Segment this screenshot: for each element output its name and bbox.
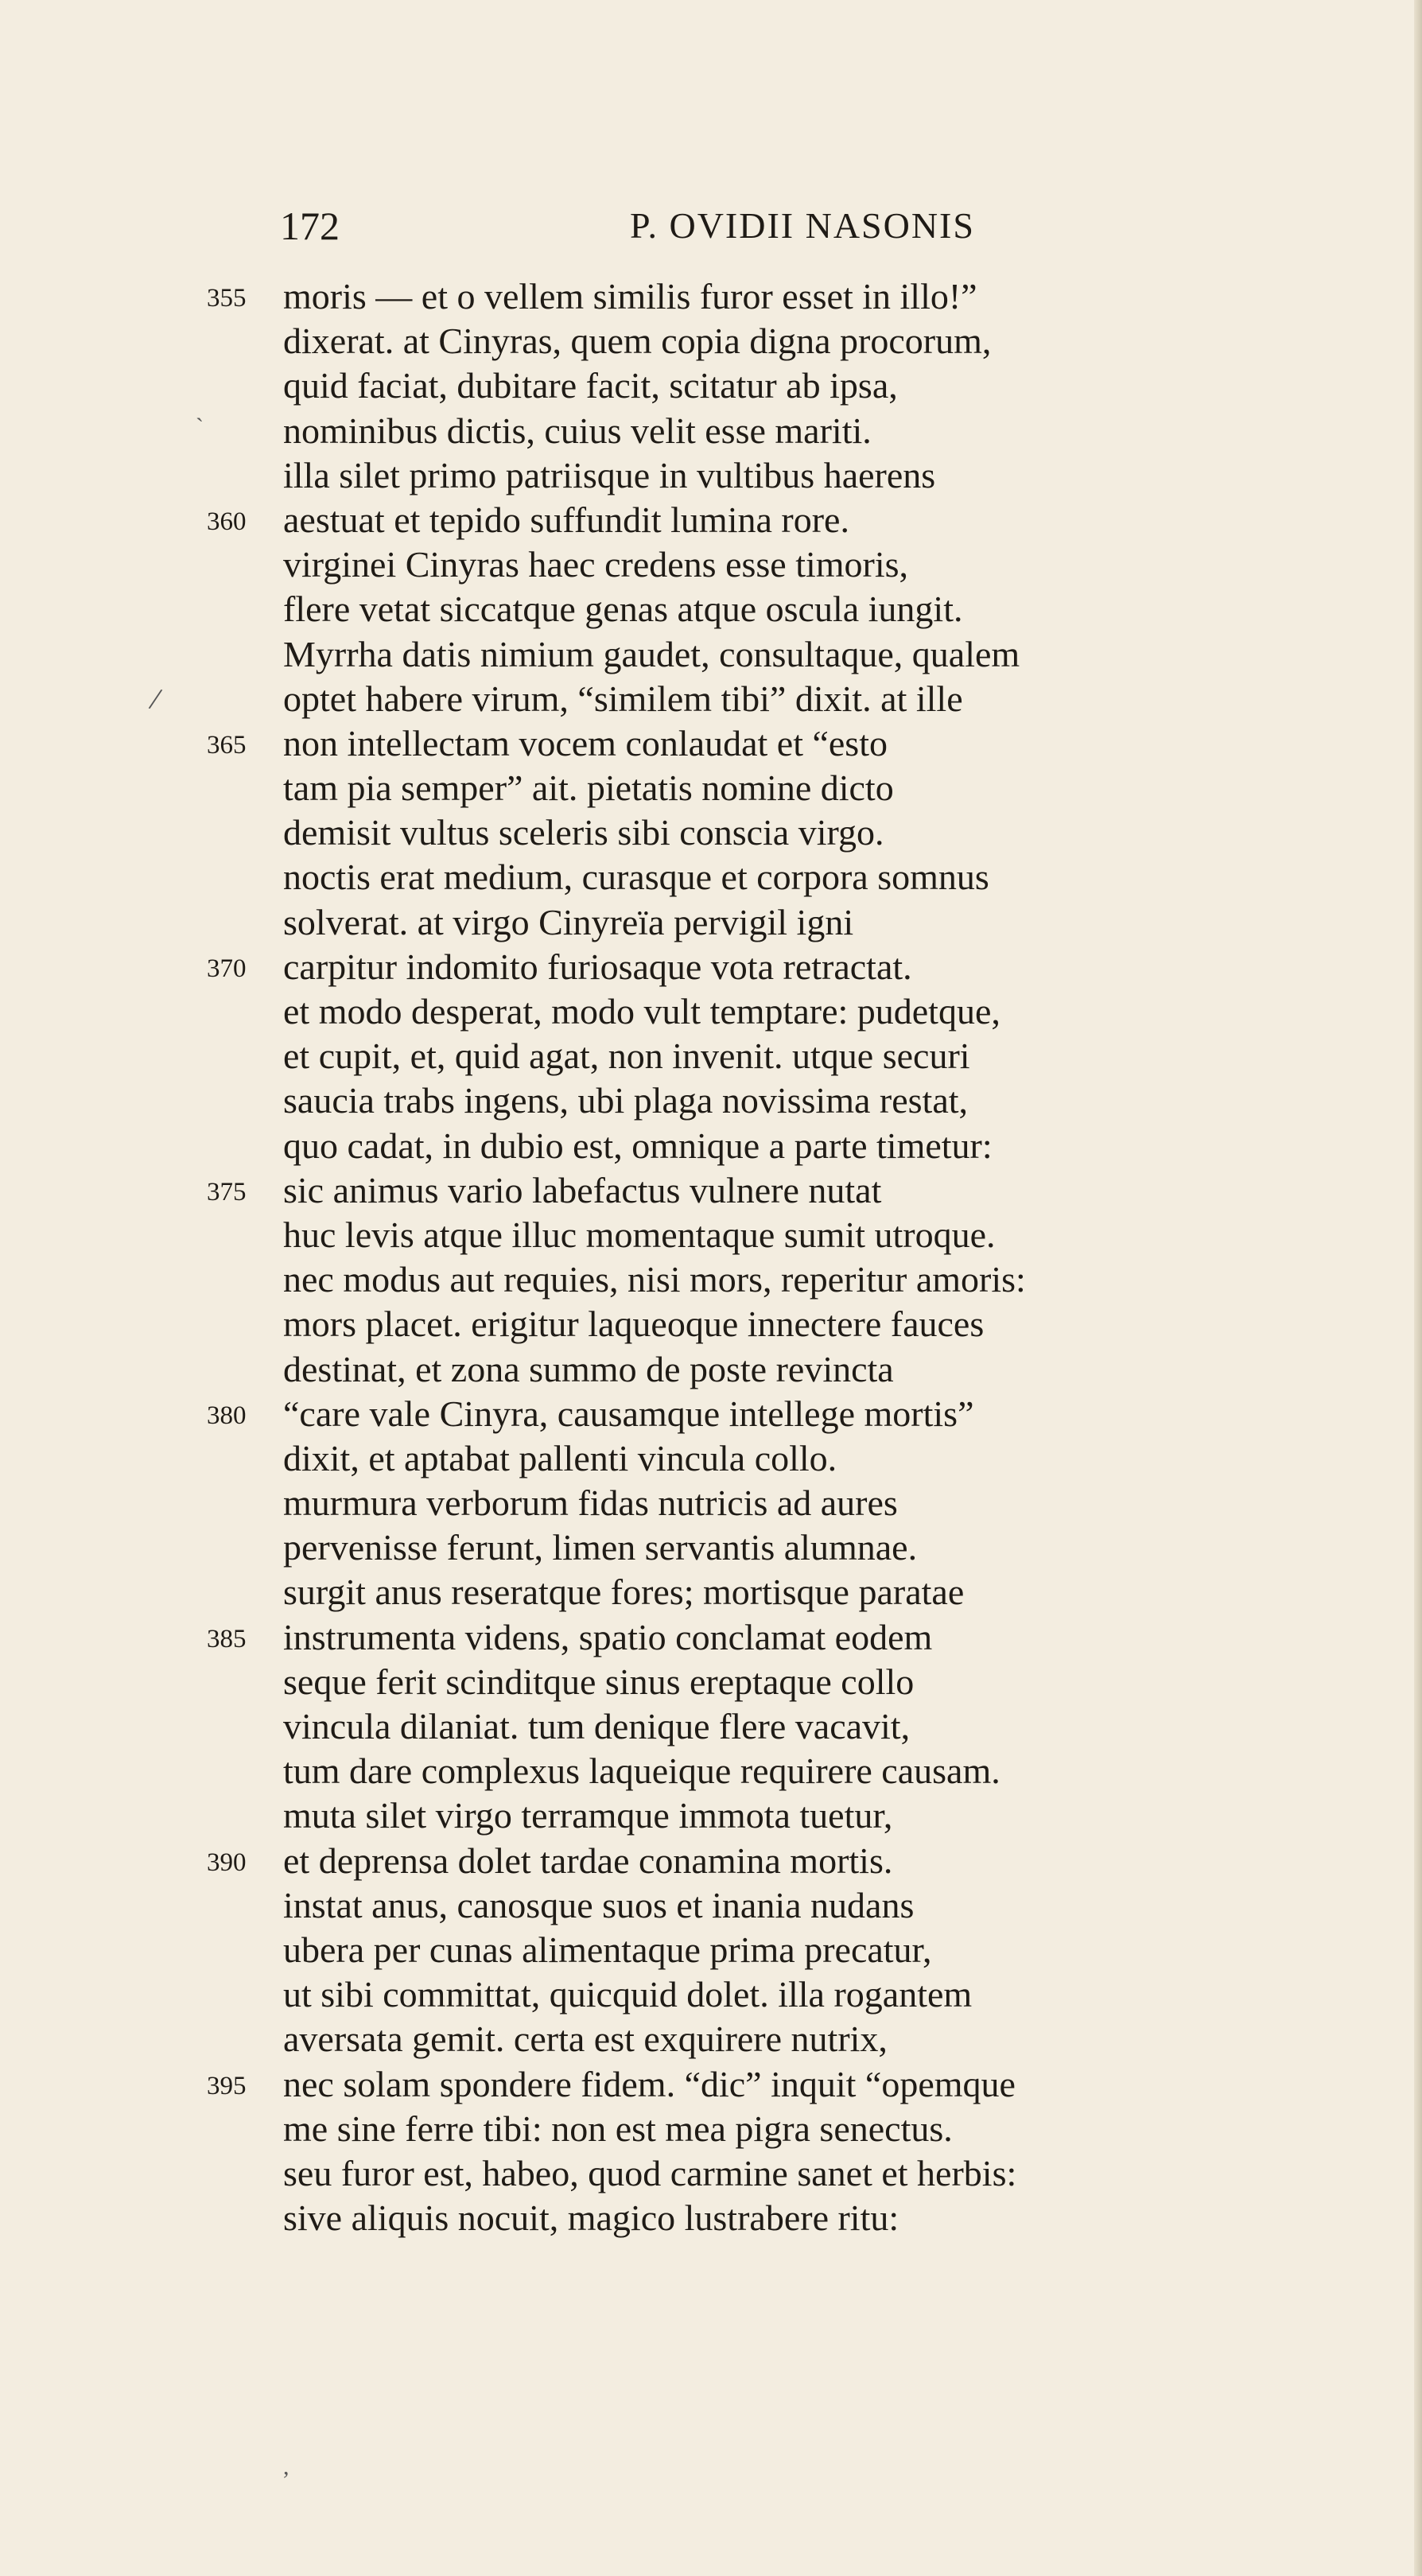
verse-line (0, 766, 1422, 810)
verse-text: mors placet. erigitur laqueoque innectere fauces (283, 1304, 985, 1345)
verse-text: destinat, et zona summo de poste revincta (283, 1348, 894, 1389)
verse-line (0, 989, 1422, 1034)
verse-line (0, 1615, 1422, 1660)
verse-line (0, 1839, 1422, 1883)
verse-text: instat anus, canosque suos et inania nudans (283, 1884, 915, 1925)
verse-line (0, 2151, 1422, 2196)
verse-text: moris — et o vellem similis furor esset in illo!” (283, 276, 977, 317)
verse-line (0, 632, 1422, 677)
verse-text: carpitur indomito furiosaque vota retractat. (283, 946, 912, 987)
verse-line (0, 900, 1422, 945)
verse-text: solverat. at virgo Cinyreïa pervigil igni (283, 901, 854, 942)
verse-line (0, 855, 1422, 899)
verse-text: flere vetat siccatque genas atque oscula iungit. (283, 589, 963, 630)
verse-text: tam pia semper” ait. pietatis nomine dicto (283, 767, 894, 809)
margin-mark: / (146, 680, 165, 717)
verse-line (0, 2196, 1422, 2240)
verse-text: nec solam spondere fidem. “dic” inquit “opemque (283, 2063, 1016, 2104)
page-number: 172 (280, 204, 340, 248)
verse-text: seu furor est, habeo, quod carmine sanet et herbis: (283, 2152, 1017, 2193)
verse-line (0, 810, 1422, 855)
page-header (280, 202, 1288, 250)
verse-text: quid faciat, dubitare facit, scitatur ab ipsa, (283, 365, 898, 406)
verse-text: dixerat. at Cinyras, quem copia digna procorum, (283, 321, 992, 362)
verse-text: noctis erat medium, curasque et corpora somnus (283, 857, 989, 898)
verse-line (0, 1972, 1422, 2017)
line-number: 395 (207, 2071, 247, 2100)
line-number: 385 (207, 1624, 247, 1653)
verse-text: aversata gemit. certa est exquirere nutrix, (283, 2018, 888, 2060)
verse-line (0, 1168, 1422, 1213)
verse-text: sic animus vario labefactus vulnere nutat (283, 1169, 882, 1210)
line-number: 390 (207, 1847, 247, 1877)
verse-line (0, 274, 1422, 319)
verse-line (0, 1704, 1422, 1749)
verse-line (0, 2017, 1422, 2061)
verse-text: et deprensa dolet tardae conamina mortis. (283, 1840, 893, 1881)
verse-line (0, 1034, 1422, 1078)
verse-line (0, 1078, 1422, 1123)
verse-text: seque ferit scinditque sinus ereptaque collo (283, 1661, 915, 1702)
verse-text: illa silet primo patriisque in vultibus haerens (283, 454, 936, 495)
verse-line (0, 1749, 1422, 1793)
verse-text: vincula dilaniat. tum denique flere vacavit, (283, 1706, 911, 1746)
verse-text: instrumenta videns, spatio conclamat eodem (283, 1616, 933, 1657)
verse-line (0, 498, 1422, 542)
poem-text-block (0, 274, 1422, 2240)
verse-line (0, 1302, 1422, 1346)
verse-line (0, 945, 1422, 989)
verse-text: saucia trabs ingens, ubi plaga novissima restat, (283, 1080, 969, 1121)
verse-text: et modo desperat, modo vult temptare: pudetque, (283, 991, 1000, 1032)
verse-line (0, 453, 1422, 498)
verse-text: non intellectam vocem conlaudat et “esto (283, 722, 888, 763)
verse-text: huc levis atque illuc momentaque sumit utroque. (283, 1214, 996, 1255)
line-number: 375 (207, 1177, 247, 1206)
verse-line (0, 1124, 1422, 1168)
verse-line (0, 1570, 1422, 1614)
verse-line (0, 1213, 1422, 1257)
margin-mark: ` (196, 414, 204, 440)
verse-line (0, 1883, 1422, 1928)
verse-text: aestuat et tepido suffundit lumina rore. (283, 499, 849, 540)
verse-text: muta silet virgo terramque immota tuetur, (283, 1795, 893, 1836)
verse-text: ubera per cunas alimentaque prima precatur, (283, 1929, 932, 1970)
verse-line (0, 1392, 1422, 1436)
verse-text: sive aliquis nocuit, magico lustrabere ritu: (283, 2197, 899, 2239)
verse-text: et cupit, et, quid agat, non invenit. utque securi (283, 1035, 970, 1077)
verse-line (0, 1257, 1422, 1302)
running-head: P. OVIDII NASONIS (630, 205, 975, 246)
verse-text: nominibus dictis, cuius velit esse mariti. (283, 410, 872, 451)
verse-line (0, 319, 1422, 363)
verse-line (0, 587, 1422, 631)
verse-text: murmura verborum fidas nutricis ad aures (283, 1482, 898, 1524)
verse-line (0, 363, 1422, 408)
verse-line (0, 721, 1422, 766)
verse-line (0, 1347, 1422, 1392)
verse-line (0, 2062, 1422, 2107)
line-number: 365 (207, 730, 247, 760)
line-number: 355 (207, 284, 247, 313)
verse-line (0, 1436, 1422, 1481)
verse-text: virginei Cinyras haec credens esse timoris, (283, 544, 909, 585)
verse-text: nec modus aut requies, nisi mors, reperitur amoris: (283, 1259, 1026, 1300)
verse-text: surgit anus reseratque fores; mortisque paratae (283, 1572, 965, 1613)
verse-line (0, 1660, 1422, 1704)
verse-line (0, 409, 1422, 453)
verse-text: optet habere virum, “similem tibi” dixit. at ille (283, 678, 963, 719)
verse-line (0, 1525, 1422, 1570)
verse-text: ut sibi committat, quicquid dolet. illa rogantem (283, 1974, 973, 2015)
verse-text: tum dare complexus laqueique requirere causam. (283, 1750, 1000, 1792)
verse-line (0, 1928, 1422, 1972)
verse-text: Myrrha datis nimium gaudet, consultaque, qualem (283, 633, 1020, 674)
line-number: 370 (207, 954, 247, 983)
verse-text: quo cadat, in dubio est, omnique a parte timetur: (283, 1125, 993, 1166)
verse-line (0, 677, 1422, 721)
verse-line (0, 1793, 1422, 1838)
verse-text: demisit vultus sceleris sibi conscia virgo. (283, 812, 884, 853)
verse-text: “care vale Cinyra, causamque intellege mortis” (283, 1393, 974, 1434)
verse-text: pervenisse ferunt, limen servantis alumnae. (283, 1527, 918, 1568)
line-number: 380 (207, 1401, 247, 1430)
margin-mark: , (283, 2454, 289, 2480)
verse-line (0, 1481, 1422, 1525)
verse-line (0, 2107, 1422, 2151)
verse-text: dixit, et aptabat pallenti vincula collo. (283, 1437, 837, 1478)
verse-text: me sine ferre tibi: non est mea pigra senectus. (283, 2108, 953, 2149)
line-number: 360 (207, 507, 247, 536)
verse-line (0, 542, 1422, 587)
